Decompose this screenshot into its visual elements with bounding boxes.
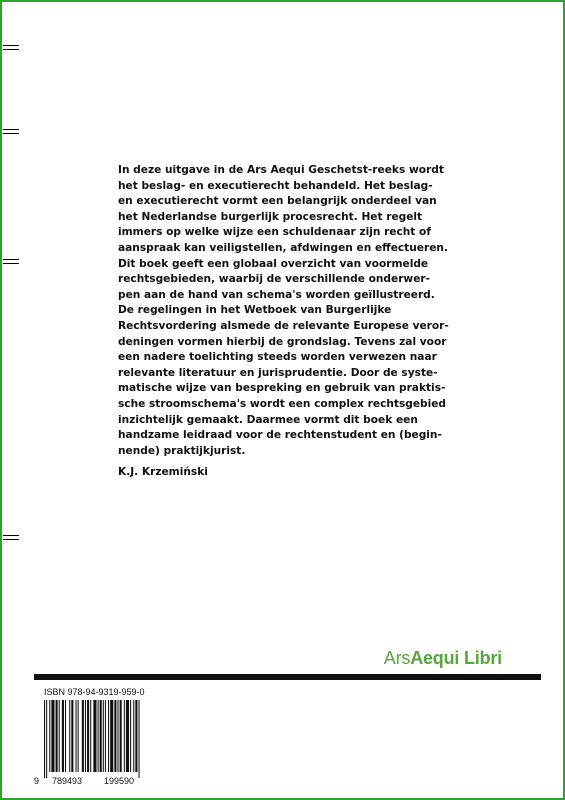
blurb-line: het Nederlandse burgerlijk procesrecht. Het regelt: [118, 210, 423, 223]
barcode-icon: [44, 700, 158, 778]
back-cover-blurb: [118, 163, 449, 459]
blurb-line: sche stroomschema's wordt een complex rechtsgebied: [118, 397, 447, 410]
crop-mark: [3, 129, 19, 134]
blurb-line: Rechtsvordering alsmede de relevante Europese veror-: [118, 319, 449, 332]
divider-rule: [34, 674, 541, 680]
blurb-line: handzame leidraad voor de rechtenstudent en (begin-: [118, 429, 442, 442]
logo-aequi-libri: Aequi Libri: [410, 648, 502, 668]
barcode-digits-right: 199590: [104, 776, 135, 786]
blurb-line: en executierecht vormt een belangrijk onderdeel van: [118, 195, 437, 208]
blurb-line: In deze uitgave in de Ars Aequi Geschetst-reeks wordt: [118, 164, 444, 176]
blurb-line: relevante literatuur en jurisprudentie. Door de syste-: [118, 366, 438, 379]
blurb-line: het beslag- en executierecht behandeld. Het beslag-: [118, 179, 433, 192]
blurb-line: rechtsgebieden, waarbij de verschillende onderwer-: [118, 273, 431, 286]
logo-ars: Ars: [383, 648, 411, 668]
barcode-digits-left: 789493: [52, 776, 83, 786]
author-name: K.J. Krzemiński: [118, 466, 208, 478]
crop-mark: [3, 259, 19, 264]
publisher-logo: [384, 648, 502, 669]
barcode-first-digit: 9: [34, 776, 40, 786]
crop-mark: [3, 535, 19, 540]
blurb-line: pen aan de hand van schema's worden geïllustreerd.: [118, 288, 435, 301]
blurb-line: inzichtelijk gemaakt. Daarmee vormt dit boek een: [118, 413, 418, 426]
blurb-line: aanspraak kan veiligstellen, afdwingen en effectueren.: [118, 241, 448, 254]
blurb-line: deningen vormen hierbij de grondslag. Tevens zal voor: [118, 335, 447, 348]
blurb-line: Dit boek geeft een globaal overzicht van voormelde: [118, 257, 429, 270]
blurb-line: De regelingen in het Wetboek van Burgerlijke: [118, 304, 392, 317]
isbn-label: ISBN 978-94-9319-959-0: [44, 687, 145, 697]
blurb-line: nende) praktijkjurist.: [118, 444, 246, 457]
blurb-line: immers op welke wijze een schuldenaar zijn recht of: [118, 226, 431, 239]
blurb-line: matische wijze van bespreking en gebruik van praktis-: [118, 382, 446, 395]
crop-mark: [3, 45, 19, 50]
blurb-line: een nadere toelichting steeds worden verwezen naar: [118, 351, 437, 364]
